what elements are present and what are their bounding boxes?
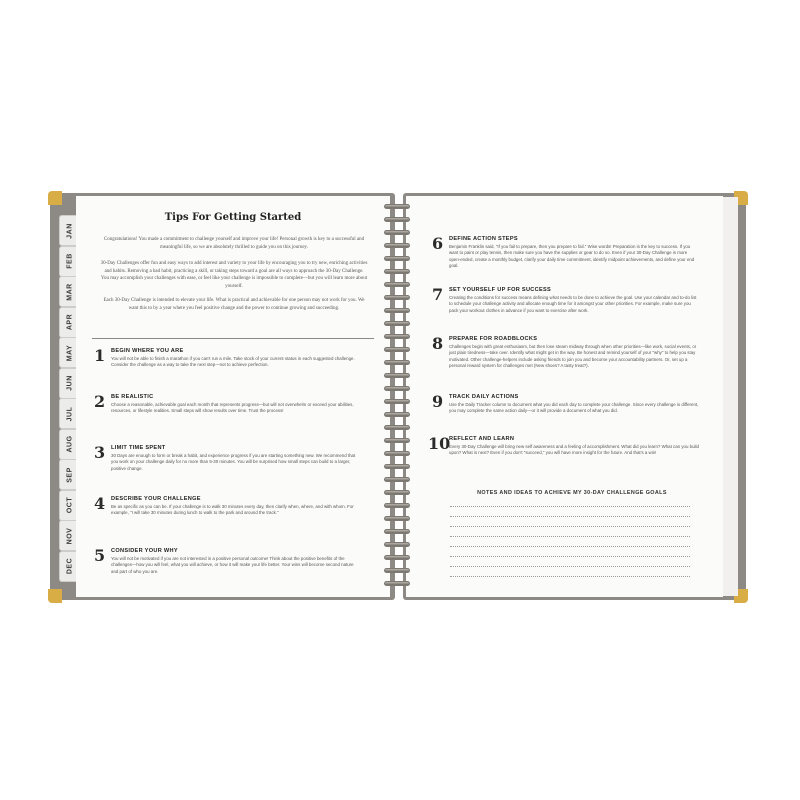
tip-number: 5 [94,546,106,565]
month-tab-label: APR [66,313,74,331]
gold-corner-bottom-left [48,589,62,603]
note-line [450,576,690,577]
spiral-coil [384,347,410,352]
month-tab-label: DEC [66,557,74,575]
tip-body: Choose a reasonable, achievable goal each month that represents progress—but will not overwhelm or exceed your abilities, resources, or lifestyle realities. Small steps will show results over time. Trust the process! [111,402,354,414]
tip-heading: TRACK DAILY ACTIONS [449,394,519,400]
month-tab-label: JUL [66,406,74,421]
month-tab-label: MAY [66,344,74,361]
spiral-coil [384,321,410,326]
tip-number: 4 [94,494,106,513]
notes-section-title: NOTES AND IDEAS TO ACHIEVE MY 30-DAY CHALLENGE GOALS [477,490,667,496]
spiral-binding [384,204,410,594]
tip-heading: PREPARE FOR ROADBLOCKS [449,336,538,342]
note-line [450,516,690,517]
spiral-coil [384,464,410,469]
tip-heading: DESCRIBE YOUR CHALLENGE [111,496,201,502]
month-tab-label: MAR [66,282,74,301]
tip-number: 1 [94,346,106,365]
spiral-coil [384,373,410,378]
intro-paragraph-2: 30-Day Challenges offer fun and easy ways to add interest and variety to your life by encouraging you to try new, enriching activities and habits. Removing a bad habit, practicing a skill, or taking steps toward a goal are all ways to approach the 30-Day Challenge. You may accomplish your challenges with ease, or feel like your challenge is impossible to complete—but you will learn more about yourself. [100,261,368,289]
spiral-coil [384,412,410,417]
month-tab-label: SEP [66,466,74,483]
spiral-coil [384,386,410,391]
tip-body: Benjamin Franklin said, "If you fail to prepare, then you prepare to fail." Wise words! Preparation is the key to success. If you want to paint or play tennis, then make sure you have the supplies or gear to do so. Even if your 30-Day Challenge is more open-ended, create a monthly budget, clarify your daily time commitment, identify midpoint achievements, and define your end goal. [449,244,695,268]
month-tab-label: AUG [66,435,74,453]
tip-body: Every 30-Day Challenge will bring new self awareness and a feeling of accomplishment. What did you learn? What can you build upon? What is next? Even if you don't "succeed," you will have more insight for the future. And that's a win! [449,444,699,456]
spiral-coil [384,308,410,313]
spiral-coil [384,295,410,300]
tip-body: You will not be motivated if you are not interested in a positive personal outcome! Think about the positive benefits of the challenges—how you will feel, what you will achieve, or how it will make your life better. Your wins will become second nature and part of who you are. [111,556,354,574]
tip-number: 2 [94,392,106,411]
note-line [450,566,690,567]
tip-body: Use the Daily Tracker column to document what you did each day to complete your challenge. Since every challenge is different, you may complete the same action daily—or it will provide a document of what you did. [449,402,699,414]
section-divider [92,338,374,339]
intro-paragraph-1: Congratulations! You made a commitment to challenge yourself and improve your life! Personal growth is key to a successful and meaningful life, so we are absolutely thrilled to guide you on this journey. [103,237,365,250]
tip-body: 30 Days are enough to form or break a habit, and experience progress if you are starting something new. We recommend that you work on your challenge daily for no more than 5-30 minutes. You will be surprised how small steps can build to a larger, positive change. [111,453,356,471]
spiral-coil [384,256,410,261]
tip-body: Challenges begin with great enthusiasm, but then lose steam midway through when other priorities—like work, social events, or just plain tiredness—take over. Identify what might get in the way. Be honest and remind yourself of your "why" to help you stay motivated. Other challenge-helpers include asking friends to join you and become your accountability partners. Or, set up a personal reward system for challenges met (New shoes? A tasty treat?). [449,344,697,368]
spiral-coil [384,503,410,508]
note-line [450,526,690,527]
tip-heading: REFLECT AND LEARN [449,436,515,442]
tip-body: Be as specific as you can be. If your challenge is to walk 30 minutes every day, then clarify when, where, and with whom. For example, "I will take 30 minutes during lunch to walk to the park and around the track." [111,504,354,516]
tip-body: Creating the conditions for success means defining what needs to be done to achieve the goal. Use your calendar and to-do list to schedule your challenge activity and allocate enough time for it amongst your other priorities. For example, make sure you pack your workout clothes in advance if you want to exercise after work. [449,295,697,313]
month-tab-label: FEB [66,253,74,269]
tip-heading: SET YOURSELF UP FOR SUCCESS [449,287,552,293]
month-tab-label: OCT [66,496,74,514]
spiral-coil [384,282,410,287]
page-title: Tips For Getting Started [164,212,302,223]
spiral-coil [384,451,410,456]
note-line [450,556,690,557]
spiral-coil [384,204,410,209]
spiral-coil [384,516,410,521]
spiral-coil [384,360,410,365]
tip-number: 6 [432,234,444,253]
spiral-coil [384,425,410,430]
tip-number: 10 [428,434,451,453]
spiral-coil [384,269,410,274]
tip-heading: DEFINE ACTION STEPS [449,236,518,242]
month-tab-label: JAN [66,222,74,239]
spiral-coil [384,568,410,573]
month-tab-label: NOV [66,527,74,544]
tip-heading: BE REALISTIC [111,394,154,400]
spiral-coil [384,529,410,534]
spiral-coil [384,243,410,248]
spiral-coil [384,438,410,443]
tip-heading: CONSIDER YOUR WHY [111,548,178,554]
spiral-coil [384,334,410,339]
spiral-coil [384,490,410,495]
tip-number: 9 [432,392,444,411]
spiral-coil [384,399,410,404]
note-line [450,506,690,507]
tip-heading: BEGIN WHERE YOU ARE [111,348,184,354]
tip-heading: LIMIT TIME SPENT [111,445,166,451]
month-tab-label: JUN [66,375,74,391]
gold-corner-top-left [48,191,62,205]
tip-number: 7 [432,285,444,304]
spiral-coil [384,542,410,547]
note-line [450,546,690,547]
spiral-coil [384,477,410,482]
tip-number: 8 [432,334,444,353]
spiral-coil [384,581,410,586]
note-line [450,536,690,537]
spiral-coil [384,555,410,560]
intro-paragraph-3: Each 30-Day Challenge is intended to elevate your life. What is practical and achievable for one person may not work for you. We want this to by a year where you feel positive change and the power to continue growing and succeeding. [103,298,365,311]
tip-number: 3 [94,443,106,462]
tip-body: You will not be able to finish a marathon if you can't run a mile. Take stock of your current status in each suggested challenge. Consider the challenge as a way to take the next step—not to achieve perfection. [111,356,355,368]
spiral-coil [384,230,410,235]
